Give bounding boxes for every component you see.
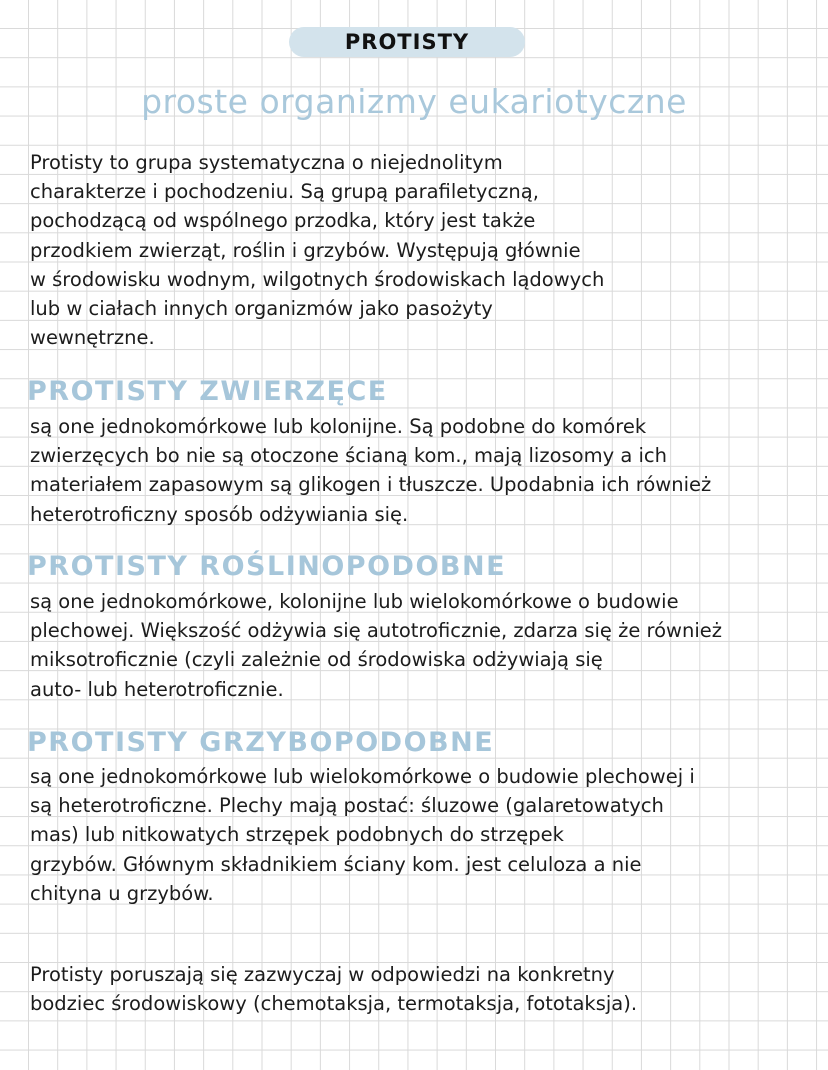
text-line: w środowisku wodnym, wilgotnych środowiskach lądowych xyxy=(30,267,605,291)
section-body-grzybopodobne xyxy=(30,762,820,908)
text-line: auto- lub heterotroficznie. xyxy=(30,677,284,701)
text-line: plechowej. Większość odżywia się autotroficznie, zdarza się że również xyxy=(30,619,723,643)
text-line: Protisty to grupa systematyczna o niejednolitym xyxy=(30,151,503,174)
text-line: grzybów. Głównym składnikiem ściany kom. jest celuloza a nie xyxy=(30,852,642,876)
text-line: Protisty poruszają się zazwyczaj w odpowiedzi na konkretny xyxy=(30,963,615,986)
text-line: mas) lub nitkowatych strzępek podobnych do strzępek xyxy=(30,823,564,847)
text-line: lub w ciałach innych organizmów jako pasożyty xyxy=(30,297,493,321)
text-line: chityna u grzybów. xyxy=(30,881,214,905)
text-line: są one jednokomórkowe lub kolonijne. Są podobne do komórek xyxy=(30,415,647,438)
section-body-zwierzece xyxy=(30,412,820,529)
section-body-roslinopodobne xyxy=(30,587,820,704)
section-heading-grzybopodobne: PROTISTY GRZYBOPODOBNE xyxy=(27,727,495,758)
title-banner xyxy=(289,27,525,57)
section-heading-roslinopodobne: PROTISTY ROŚLINOPODOBNE xyxy=(27,551,507,582)
section-heading-zwierzece: PROTISTY ZWIERZĘCE xyxy=(27,376,388,407)
text-line: materiałem zapasowym są glikogen i tłuszcze. Upodabnia ich również xyxy=(30,473,712,497)
text-line: są one jednokomórkowe lub wielokomórkowe o budowie plechowej i xyxy=(30,765,695,788)
text-line: pochodzącą od wspólnego przodka, który jest także xyxy=(30,209,536,233)
text-line: charakterze i pochodzeniu. Są grupą parafiletyczną, xyxy=(30,180,539,204)
text-line: wewnętrzne. xyxy=(30,326,155,350)
intro-paragraph xyxy=(30,148,820,352)
text-line: przodkiem zwierząt, roślin i grzybów. Występują głównie xyxy=(30,238,581,262)
text-line: bodziec środowiskowy (chemotaksja, termotaksja, fototaksja). xyxy=(30,992,638,1016)
page-subtitle: proste organizmy eukariotyczne xyxy=(141,82,687,121)
text-line: miksotroficznie (czyli zależnie od środowiska odżywiają się xyxy=(30,648,603,672)
text-line: heterotroficzny sposób odżywiania się. xyxy=(30,502,409,526)
closing-paragraph xyxy=(30,960,820,1018)
text-line: są one jednokomórkowe, kolonijne lub wielokomórkowe o budowie xyxy=(30,590,679,613)
text-line: zwierzęcych bo nie są otoczone ścianą kom., mają lizosomy a ich xyxy=(30,444,667,468)
page-title: PROTISTY xyxy=(344,30,470,54)
text-line: są heterotroficzne. Plechy mają postać: śluzowe (galaretowatych xyxy=(30,794,664,818)
